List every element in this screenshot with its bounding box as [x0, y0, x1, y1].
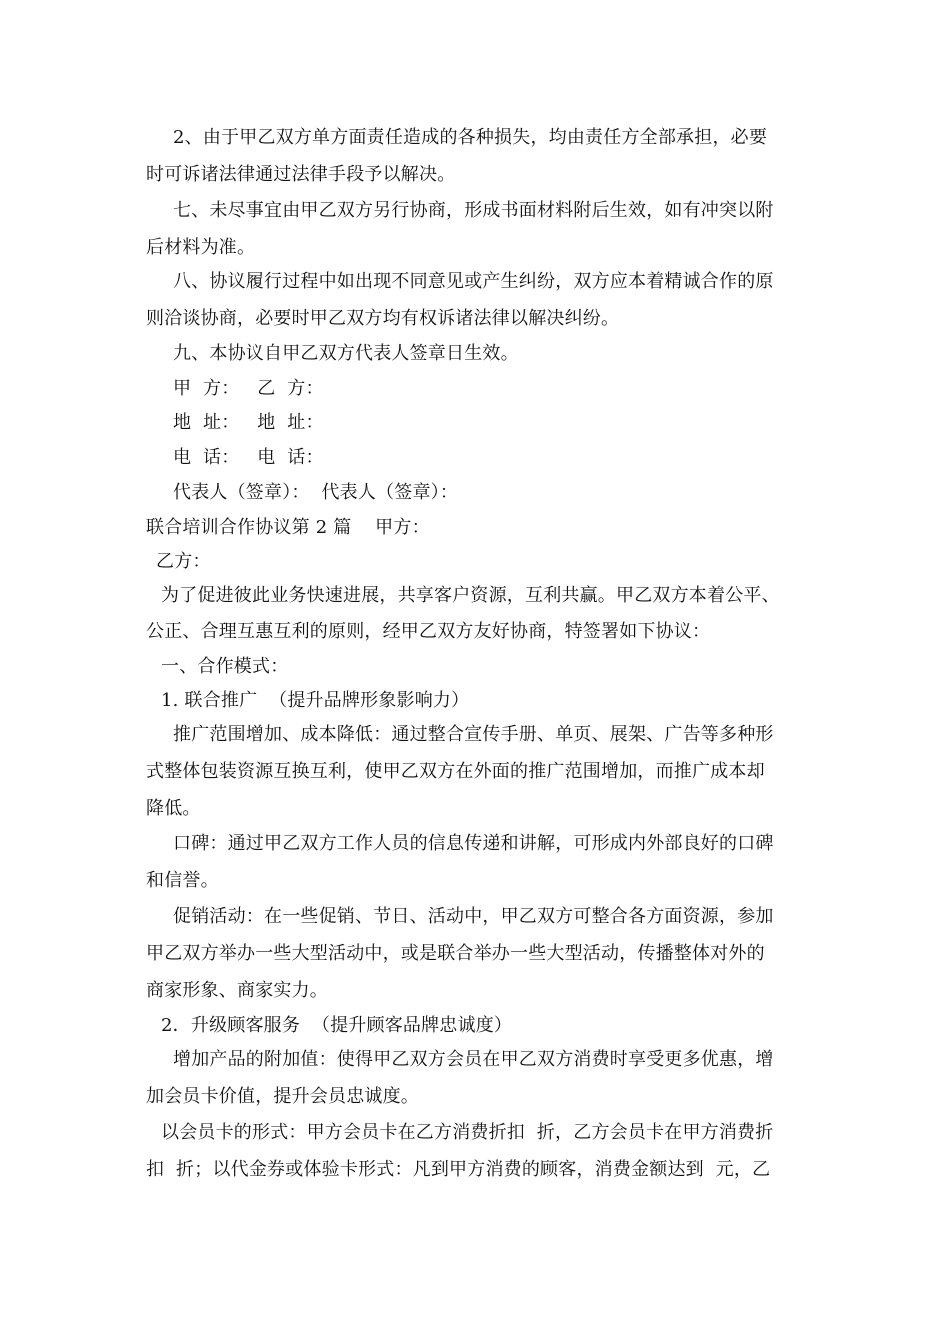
text-line: 乙方：	[156, 551, 211, 572]
text-line: 电 话： 电 话：	[173, 447, 324, 468]
text-line: 则洽谈协商，必要时甲乙双方均有权诉诸法律以解决纠纷。	[146, 308, 620, 329]
text-line: 增加产品的附加值：使得甲乙双方会员在甲乙双方消费时享受更多优惠，增	[173, 1049, 774, 1070]
text-line: 后材料为准。	[146, 237, 256, 258]
text-line: 代表人（签章）： 代表人（签章）：	[173, 482, 459, 503]
text-line: 为了促进彼此业务快速进展，共享客户资源，互利共赢。甲乙双方本着公平、	[161, 585, 780, 606]
text-line: 促销活动：在一些促销、节日、活动中，甲乙双方可整合各方面资源，参加	[173, 906, 774, 927]
text-line: 推广范围增加、成本降低：通过整合宣传手册、单页、展架、广告等多种形	[173, 724, 774, 745]
text-line: 甲乙双方举办一些大型活动中，或是联合举办一些大型活动，传播整体对外的	[146, 943, 765, 964]
text-line: 一、合作模式：	[161, 656, 289, 677]
text-line: 2．升级顾客服务 （提升顾客品牌忠诚度）	[161, 1015, 513, 1036]
text-line: 2、由于甲乙双方单方面责任造成的各种损失，均由责任方全部承担，必要	[173, 127, 768, 148]
text-line: 联合培训合作协议第 2 篇 甲方：	[146, 517, 430, 538]
text-line: 加会员卡价值，提升会员忠诚度。	[146, 1086, 419, 1107]
text-line: 扣 折；以代金券或体验卡形式：凡到甲方消费的顾客，消费金额达到 元，乙	[146, 1159, 771, 1180]
text-line: 商家形象、商家实力。	[146, 980, 328, 1001]
text-line: 式整体包装资源互换互利，使甲乙双方在外面的推广范围增加，而推广成本却	[146, 761, 765, 782]
text-line: 七、未尽事宜由甲乙双方另行协商，形成书面材料附后生效，如有冲突以附	[173, 200, 774, 221]
text-line: 口碑：通过甲乙双方工作人员的信息传递和讲解，可形成内外部良好的口碑	[173, 833, 774, 854]
text-line: 八、协议履行过程中如出现不同意见或产生纠纷，双方应本着精诚合作的原	[173, 271, 774, 292]
text-line: 九、本协议自甲乙双方代表人签章日生效。	[173, 343, 519, 364]
text-line: 公正、合理互惠互利的原则，经甲乙双方友好协商，特签署如下协议：	[146, 621, 711, 642]
text-line: 以会员卡的形式：甲方会员卡在乙方消费折扣 折，乙方会员卡在甲方消费折	[161, 1122, 774, 1143]
text-line: 甲 方： 乙 方：	[173, 378, 324, 399]
text-line: 时可诉诸法律通过法律手段予以解决。	[146, 164, 456, 185]
text-line: 1. 联合推广 （提升品牌形象影响力）	[161, 690, 470, 711]
text-line: 地 址： 地 址：	[173, 412, 324, 433]
text-line: 和信誉。	[146, 870, 219, 891]
text-line: 降低。	[146, 798, 201, 819]
